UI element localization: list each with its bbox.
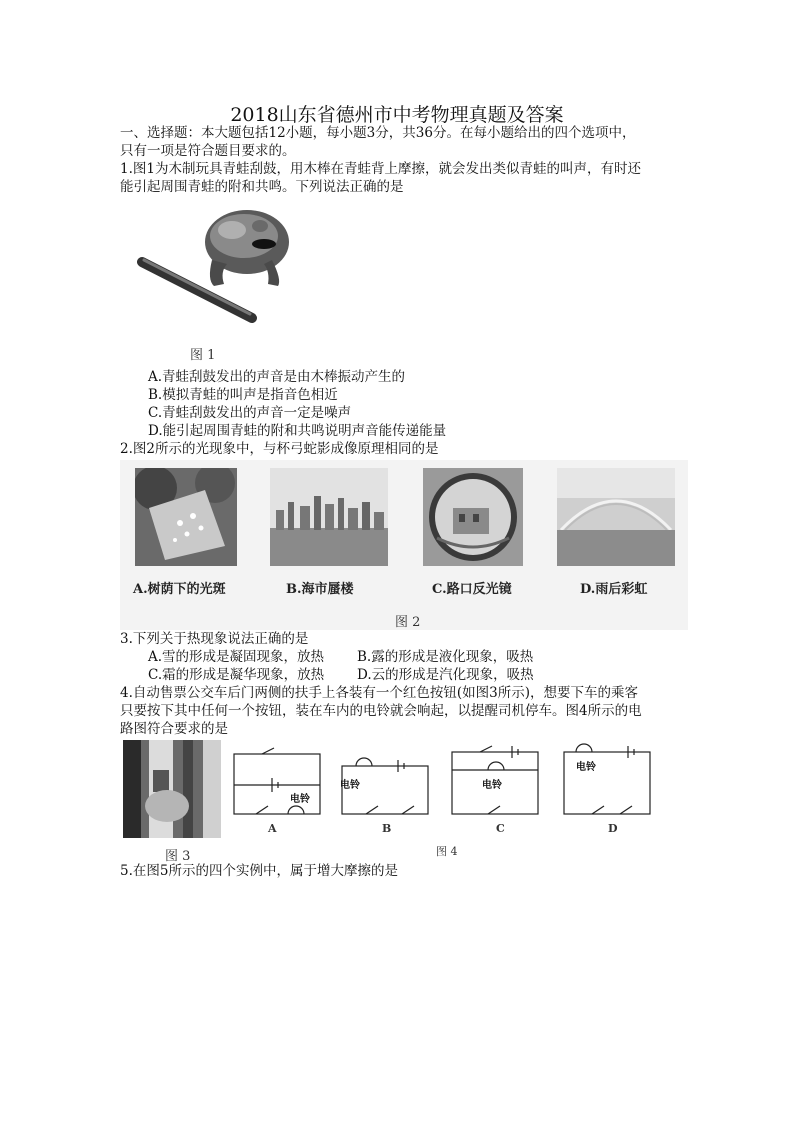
figure-2c-label: C.路口反光镜 — [432, 582, 512, 597]
circuit-d-label: D — [608, 822, 618, 835]
q1-option-a: A.青蛙刮鼓发出的声音是由木棒振动产生的 — [148, 369, 406, 385]
circuit-a-bell-label: 电铃 — [290, 794, 310, 805]
figure-2-caption: 图 2 — [395, 615, 421, 630]
q3-option-c: C.霜的形成是凝华现象，放热 — [148, 667, 325, 683]
q3-stem-line1: 3.下列关于热现象说法正确的是 — [120, 631, 309, 647]
q3-option-a: A.雪的形成是凝固现象，放热 — [148, 649, 325, 665]
q1-stem-line2: 能引起周围青蛙的附和共鸣。下列说法正确的是 — [120, 179, 404, 195]
circuit-c-bell-label: 电铃 — [482, 780, 502, 791]
q5-stem-line1: 5.在图5所示的四个实例中，属于增大摩擦的是 — [120, 863, 398, 879]
figure-2d-rainbow — [557, 468, 675, 566]
figure-4-caption: 图 4 — [436, 845, 458, 858]
q1-option-b: B.模拟青蛙的叫声是指音色相近 — [148, 387, 338, 403]
q4-stem-line3: 路图符合要求的是 — [120, 721, 228, 737]
figure-1-caption: 图 1 — [190, 348, 216, 363]
q4-stem-line2: 只要按下其中任何一个按钮，装在车内的电铃就会响起，以提醒司机停车。图4所示的电 — [120, 703, 642, 719]
section-heading-line2: 只有一项是符合题目要求的。 — [120, 143, 296, 159]
figure-2b-mirage — [270, 468, 388, 566]
page-title: 2018山东省德州市中考物理真题及答案 — [230, 104, 564, 126]
figure-2c-convex-mirror — [423, 468, 523, 566]
figure-3-caption: 图 3 — [165, 849, 191, 864]
circuit-b-label: B — [382, 822, 392, 835]
q4-stem-line1: 4.自动售票公交车后门两侧的扶手上各装有一个红色按钮(如图3所示)，想要下车的乘客 — [120, 685, 639, 701]
figure-2d-label: D.雨后彩虹 — [580, 582, 648, 597]
q1-stem-line1: 1.图1为木制玩具青蛙刮鼓，用木棒在青蛙背上摩擦，就会发出类似青蛙的叫声，有时还 — [120, 161, 641, 177]
q3-option-b: B.露的形成是液化现象，吸热 — [357, 649, 534, 665]
section-heading-line1: 一、选择题：本大题包括12小题，每小题3分，共36分。在每小题给出的四个选项中， — [120, 125, 636, 141]
figure-1-frog-drum — [132, 200, 312, 360]
figure-2b-label: B.海市蜃楼 — [286, 582, 354, 597]
figure-2a-label: A.树荫下的光斑 — [133, 582, 226, 597]
circuit-d-bell-label: 电铃 — [576, 762, 596, 773]
circuit-b-bell-label: 电铃 — [340, 780, 360, 791]
q1-option-d: D.能引起周围青蛙的附和共鸣说明声音能传递能量 — [148, 423, 447, 439]
q2-stem-line1: 2.图2所示的光现象中，与杯弓蛇影成像原理相同的是 — [120, 441, 439, 457]
q3-option-d: D.云的形成是汽化现象，吸热 — [357, 667, 534, 683]
q1-option-c: C.青蛙刮鼓发出的声音一定是噪声 — [148, 405, 352, 421]
circuit-c-label: C — [496, 822, 505, 835]
figure-3-bus-button — [123, 740, 221, 838]
figure-2a-light-spots — [135, 468, 237, 566]
circuit-a-label: A — [268, 822, 277, 835]
